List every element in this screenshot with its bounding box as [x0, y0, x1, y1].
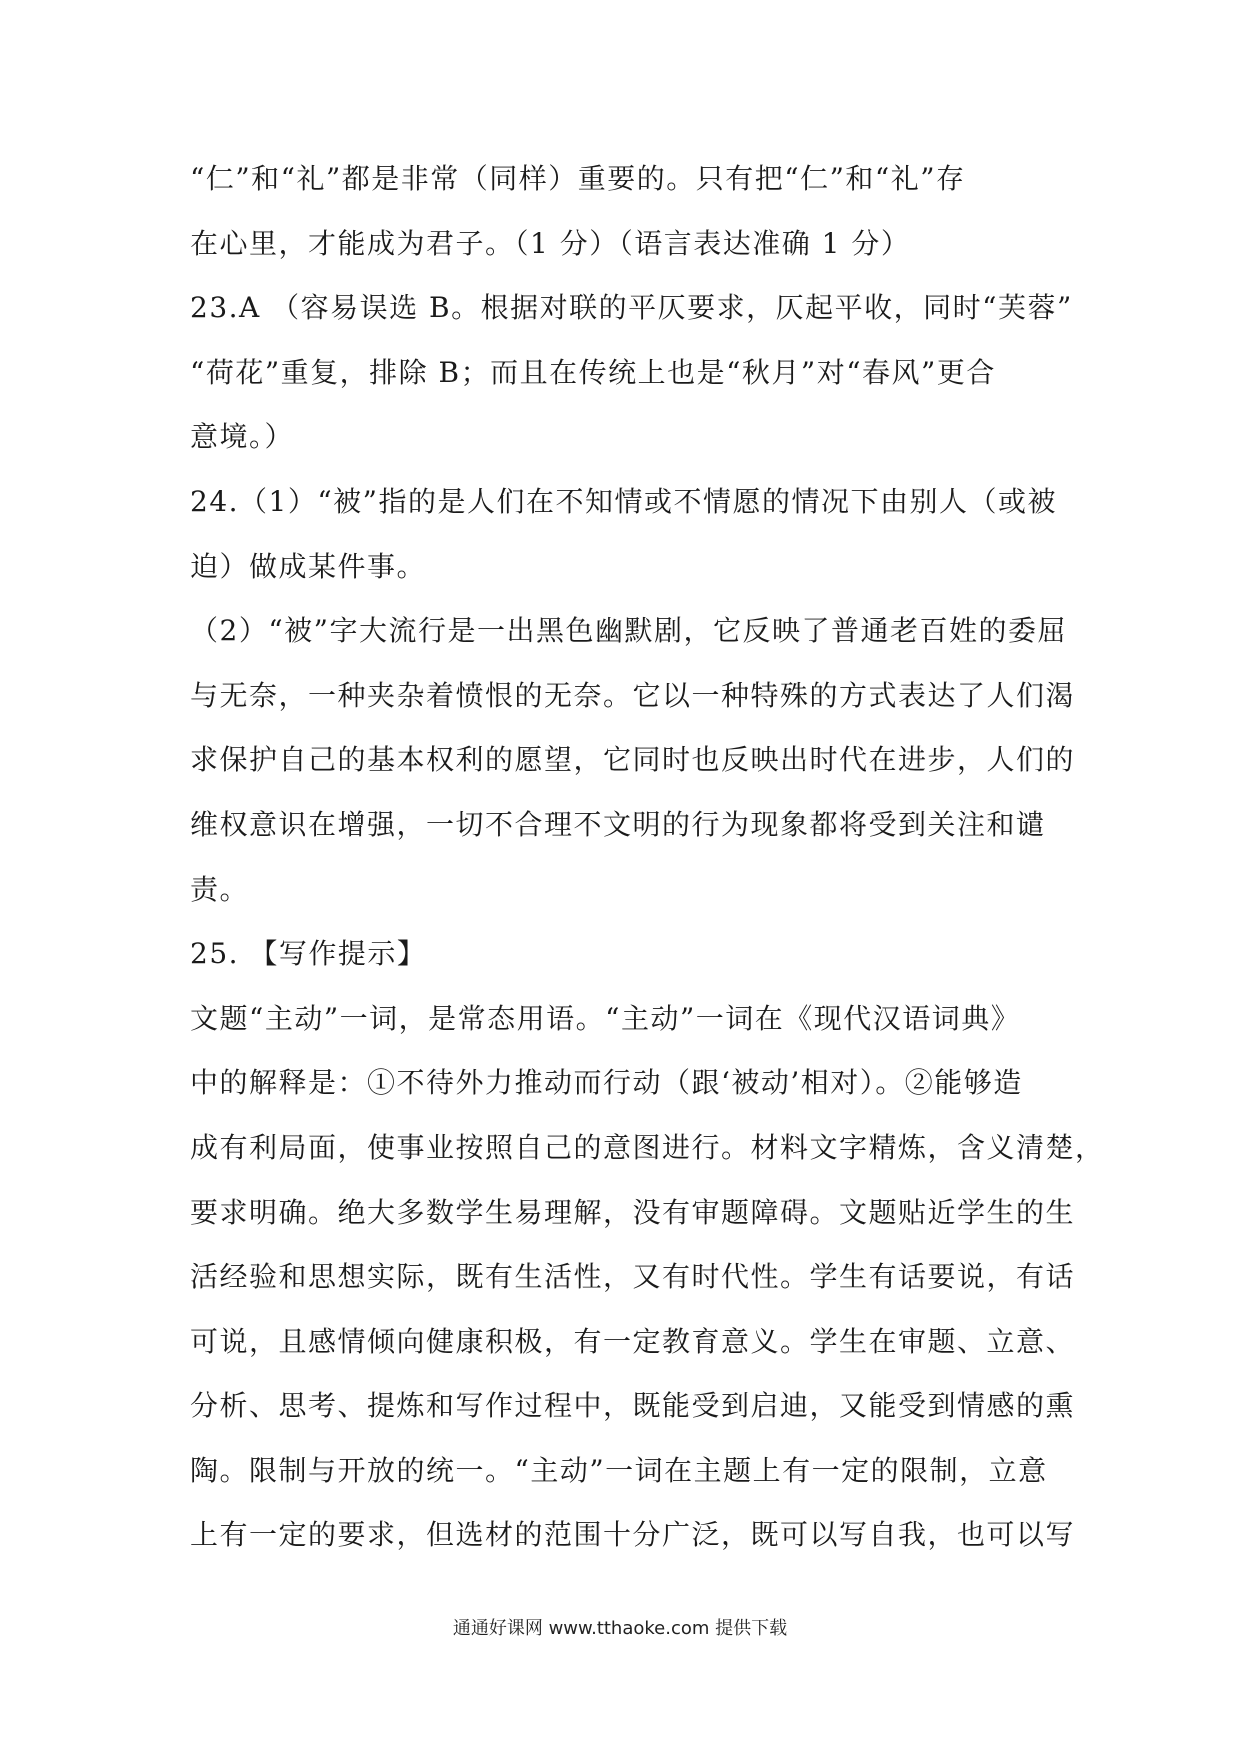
text-line: （2）“被”字大流行是一出黑色幽默剧，它反映了普通老百姓的委屈 — [190, 614, 1067, 648]
text-line: “仁”和“礼”都是非常（同样）重要的。只有把“仁”和“礼”存 — [190, 162, 966, 195]
text-line: 中的解释是：①不待外力推动而行动（跟‘被动’相对）。②能够造 — [190, 1066, 1023, 1100]
text-line: 可说，且感情倾向健康积极，有一定教育意义。学生在审题、立意、 — [190, 1324, 1076, 1358]
text-line: 分析、思考、提炼和写作过程中，既能受到启迪，又能受到情感的熏 — [190, 1389, 1076, 1423]
text-line: 成有利局面，使事业按照自己的意图进行。材料文字精炼，含义清楚， — [190, 1130, 1105, 1164]
page-footer: 通通好课网 www.tthaoke.com 提供下载 — [452, 1618, 788, 1639]
text-line: 责。 — [190, 872, 250, 906]
text-line: 文题“主动”一词，是常态用语。“主动”一词在《现代汉语词典》 — [190, 1001, 1021, 1035]
text-line: 在心里，才能成为君子。（1 分）（语言表达准确 1 分） — [190, 226, 911, 260]
text-line: 求保护自己的基本权利的愿望，它同时也反映出时代在进步，人们的 — [190, 743, 1076, 777]
text-line: “荷花”重复，排除 B；而且在传统上也是“秋月”对“春风”更合 — [190, 355, 996, 389]
text-line: 维权意识在增强，一切不合理不文明的行为现象都将受到关注和谴 — [190, 807, 1046, 841]
text-line: 23.A （容易误选 B。根据对联的平仄要求，仄起平收，同时“芙蓉” — [190, 291, 1073, 325]
document-body — [190, 159, 1105, 1580]
text-line: 迫）做成某件事。 — [190, 549, 427, 583]
text-line: 与无奈，一种夹杂着愤恨的无奈。它以一种特殊的方式表达了人们渴 — [190, 678, 1076, 712]
text-line: 活经验和思想实际，既有生活性，又有时代性。学生有话要说，有话 — [190, 1260, 1076, 1294]
text-line: 要求明确。绝大多数学生易理解，没有审题障碍。文题贴近学生的生 — [190, 1195, 1076, 1229]
text-line: 陶。限制与开放的统一。“主动”一词在主题上有一定的限制，立意 — [190, 1453, 1048, 1487]
text-line: 意境。） — [190, 420, 295, 454]
text-line: 上有一定的要求，但选材的范围十分广泛，既可以写自我，也可以写 — [190, 1518, 1076, 1552]
section-heading: 25. 【写作提示】 — [190, 937, 427, 971]
text-line: 24.（1）“被”指的是人们在不知情或不情愿的情况下由别人（或被 — [190, 484, 1057, 518]
